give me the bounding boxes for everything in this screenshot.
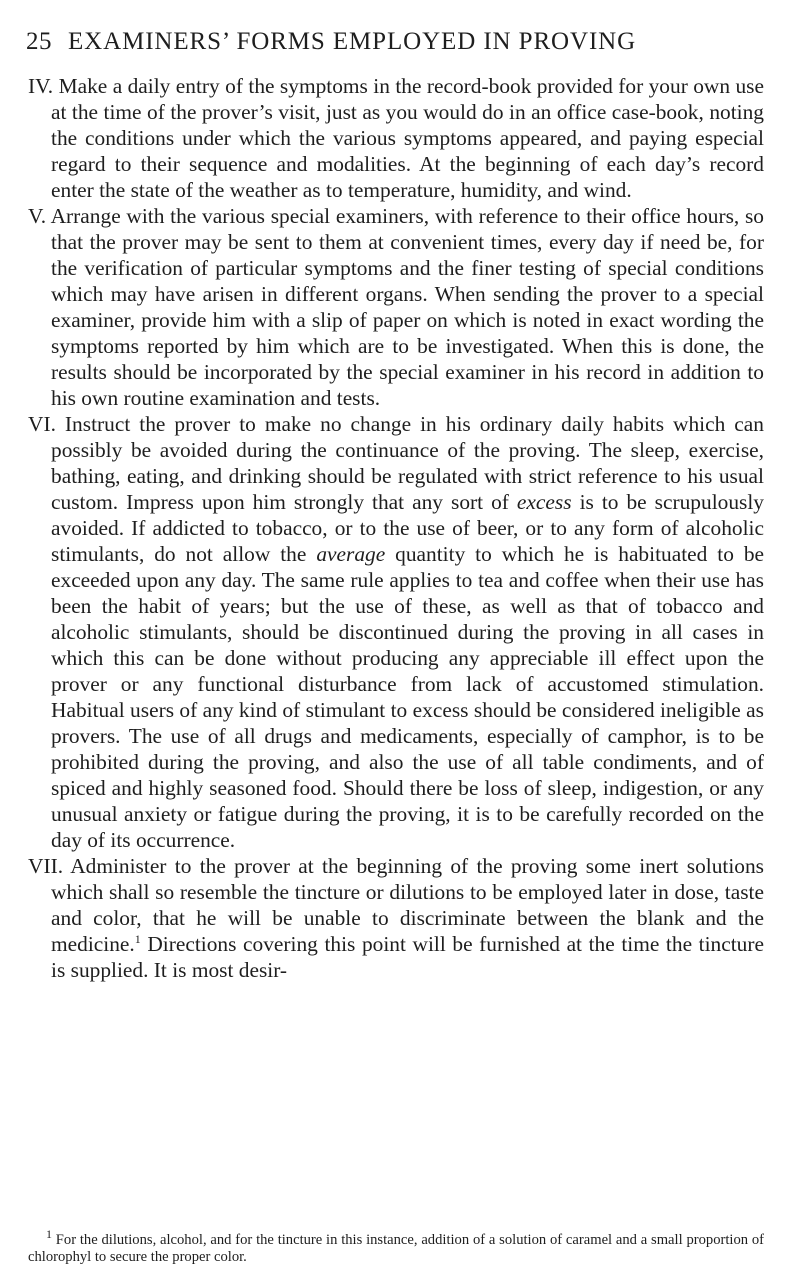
paragraph-text: Administer to the prover at the beginning of the proving some inert solutions which shall so resemble the tincture or dilutions to be employed later in dose, taste and color, that he will be unable to discriminate between the blank and the medicine. [51, 854, 764, 956]
running-header [0, 28, 800, 68]
paragraph-number: VII. [28, 854, 64, 878]
footnote-reference: 1 [134, 931, 141, 946]
paragraph-text: is to be scrupulously avoided. If addicted to tobacco, or to the use of beer, or to any form of alcoholic stimulants, do not allow the [51, 490, 764, 566]
emphasis-average: average [316, 542, 386, 566]
body-text [28, 73, 764, 983]
paragraph-v [28, 203, 764, 411]
paragraph-number: V. [28, 204, 47, 228]
paragraph-number: VI. [28, 412, 56, 436]
emphasis-excess: excess [516, 490, 572, 514]
paragraph-vi [28, 411, 764, 853]
paragraph-number: IV. [28, 74, 54, 98]
running-title: EXAMINERS’ FORMS EMPLOYED IN PROVING [68, 28, 637, 55]
paragraph-iv [28, 73, 764, 203]
footnote [28, 1227, 764, 1266]
page-number: 25 [26, 28, 52, 55]
paragraph-text: Make a daily entry of the symptoms in the record-book provided for your own use at the time of the prover’s visit, just as you would do in an office case-book, noting the conditions under which the various symptoms appeared, and paying especial regard to their sequence and modalities. At the beginning of each day’s record enter the state of the weather as to temperature, humidity, and wind. [51, 74, 764, 202]
footnote-text: For the dilutions, alcohol, and for the tincture in this instance, addition of a solution of caramel and a small proportion of chlorophyl to secure the proper color. [28, 1232, 764, 1265]
paragraph-text: Instruct the prover to make no change in his ordinary daily habits which can possibly be avoided during the continuance of the proving. The sleep, exercise, bathing, eating, and drinking should be regulated with strict reference to his usual custom. Impress upon him strongly that any sort of [51, 412, 764, 514]
footnote-marker: 1 [46, 1227, 52, 1242]
paragraph-text: Arrange with the various special examiners, with reference to their office hours, so that the prover may be sent to them at convenient times, every day if need be, for the verification of particular symptoms and the finer testing of special conditions which may have arisen in different organs. When sending the prover to a special examiner, provide him with a slip of paper on which is noted in exact wording the symptoms reported by him which are to be investigated. When this is done, the results should be incorporated by the special examiner in his record in addition to his own routine examination and tests. [50, 204, 765, 410]
paragraph-text: quantity to which he is habituated to be exceeded upon any day. The same rule applies to tea and coffee when their use has been the habit of years; but the use of these, as well as that of tobacco and alcoholic stimulants, should be discontinued during the proving in all cases in which this can be done without producing any appreciable ill effect upon the prover or any functional disturbance from lack of accustomed stimulation. Habitual users of any kind of stimulant to excess should be considered ineligible as provers. The use of all drugs and medicaments, especially of camphor, is to be prohibited during the proving, and also the use of all table condiments, and of spiced and highly seasoned food. Should there be loss of sleep, indigestion, or any unusual anxiety or fatigue during the proving, it is to be carefully recorded on the day of its occurrence. [51, 542, 765, 852]
paragraph-text: Directions covering this point will be furnished at the time the tincture is supplied. It is most desir- [51, 932, 764, 982]
paragraph-vii [28, 853, 764, 983]
